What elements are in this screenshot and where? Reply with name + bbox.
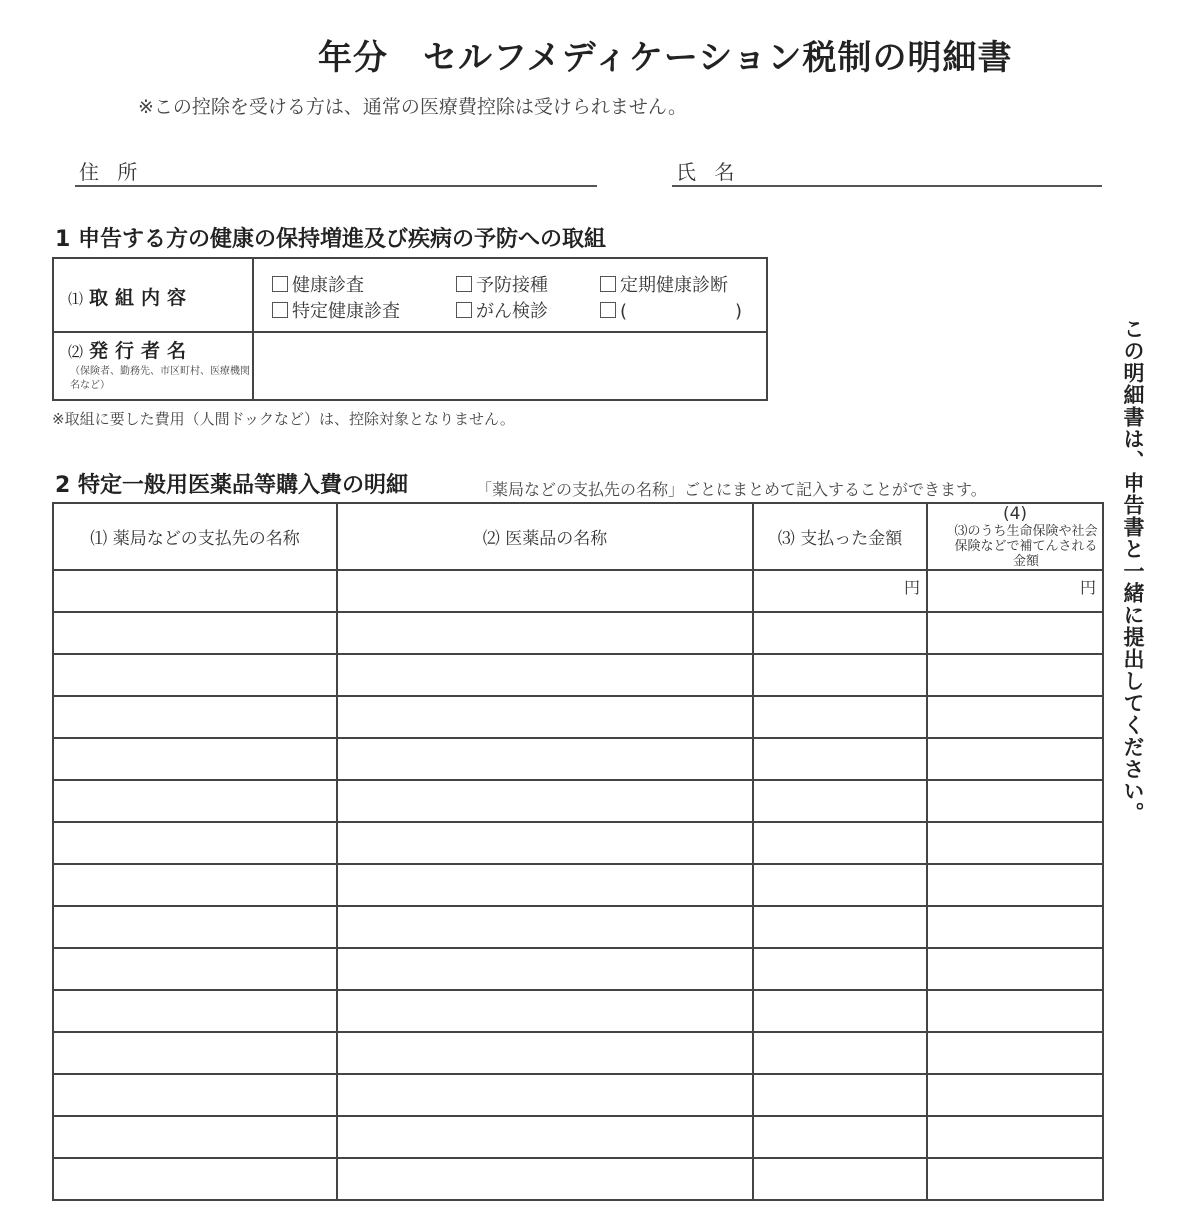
- medicine-cell[interactable]: [337, 780, 753, 822]
- amount-paid-cell[interactable]: [753, 612, 927, 654]
- reimbursed-cell[interactable]: [927, 948, 1103, 990]
- medicine-cell[interactable]: [337, 906, 753, 948]
- header-reimbursed-num: (4): [1002, 504, 1028, 524]
- table-row: [53, 864, 1103, 906]
- payee-cell[interactable]: [53, 780, 337, 822]
- reimbursed-cell[interactable]: [927, 780, 1103, 822]
- table-row: [53, 780, 1103, 822]
- table-row: [53, 948, 1103, 990]
- initiative-content-label: ⑴ 取組内容: [68, 287, 194, 309]
- amount-paid-cell[interactable]: [753, 822, 927, 864]
- amount-paid-cell[interactable]: [753, 948, 927, 990]
- payee-cell[interactable]: [53, 822, 337, 864]
- header-amount-paid: ⑶ 支払った金額: [753, 503, 927, 570]
- reimbursed-cell[interactable]: [927, 654, 1103, 696]
- section1-title: 1 申告する方の健康の保持増進及び疾病の予防への取組: [55, 227, 606, 252]
- amount-paid-cell[interactable]: [753, 570, 927, 612]
- table-row: [53, 990, 1103, 1032]
- address-label: 住 所: [79, 160, 144, 184]
- medicine-cell[interactable]: [337, 738, 753, 780]
- medicine-cell[interactable]: [337, 696, 753, 738]
- amount-paid-cell[interactable]: [753, 738, 927, 780]
- form-title: 年分 セルフメディケーション税制の明細書: [318, 38, 1013, 78]
- payee-cell[interactable]: [53, 864, 337, 906]
- checkbox-icon[interactable]: [272, 302, 288, 318]
- header-payee: ⑴ 薬局などの支払先の名称: [53, 503, 337, 570]
- reimbursed-cell[interactable]: [927, 1116, 1103, 1158]
- reimbursed-cell[interactable]: [927, 696, 1103, 738]
- section2-title: 2 特定一般用医薬品等購入費の明細: [55, 473, 408, 498]
- table-row: [53, 612, 1103, 654]
- checkbox-icon[interactable]: [600, 276, 616, 292]
- checkbox-icon[interactable]: [456, 302, 472, 318]
- name-label: 氏 名: [676, 160, 741, 184]
- issuer-sublabel: （保険者、勤務先、市区町村、医療機関名など）: [70, 366, 250, 391]
- medicine-cell[interactable]: [337, 948, 753, 990]
- reimbursed-cell[interactable]: [927, 612, 1103, 654]
- medicine-cell[interactable]: [337, 1116, 753, 1158]
- reimbursed-cell[interactable]: [927, 1032, 1103, 1074]
- vertical-note: この明細書は、申告書と一緒に提出してください。: [1121, 318, 1145, 824]
- reimbursed-cell[interactable]: [927, 1158, 1103, 1200]
- reimbursed-cell[interactable]: [927, 570, 1103, 612]
- address-field[interactable]: [75, 154, 597, 187]
- name-field[interactable]: [672, 154, 1102, 187]
- payee-cell[interactable]: [53, 570, 337, 612]
- payee-cell[interactable]: [53, 612, 337, 654]
- reimbursed-cell[interactable]: [927, 1074, 1103, 1116]
- amount-paid-cell[interactable]: [753, 780, 927, 822]
- reimbursed-cell[interactable]: [927, 822, 1103, 864]
- amount-paid-cell[interactable]: [753, 864, 927, 906]
- table-row: [53, 1032, 1103, 1074]
- table-row: [53, 1074, 1103, 1116]
- issuer-name-label: ⑵ 発行者名: [68, 340, 194, 362]
- amount-paid-cell[interactable]: [753, 906, 927, 948]
- payee-cell[interactable]: [53, 948, 337, 990]
- medicine-cell[interactable]: [337, 654, 753, 696]
- purchase-table: [52, 502, 1104, 1201]
- reimbursed-cell[interactable]: [927, 864, 1103, 906]
- table-row: [53, 906, 1103, 948]
- medicine-cell[interactable]: [337, 1158, 753, 1200]
- amount-paid-cell[interactable]: [753, 1116, 927, 1158]
- header-medicine: ⑵ 医薬品の名称: [337, 503, 753, 570]
- yen-unit: 円: [903, 578, 920, 597]
- section1-footnote: ※取組に要した費用（人間ドックなど）は、控除対象となりません。: [52, 410, 515, 428]
- checkbox-icon[interactable]: [272, 276, 288, 292]
- payee-cell[interactable]: [53, 1032, 337, 1074]
- row-divider: [54, 331, 766, 333]
- checkbox-cancer-screening[interactable]: がん検診: [456, 297, 548, 323]
- reimbursed-cell[interactable]: [927, 906, 1103, 948]
- table-row: [53, 1116, 1103, 1158]
- medicine-cell[interactable]: [337, 1074, 753, 1116]
- amount-paid-cell[interactable]: [753, 1032, 927, 1074]
- medicine-cell[interactable]: [337, 990, 753, 1032]
- reimbursed-cell[interactable]: [927, 990, 1103, 1032]
- checkbox-icon[interactable]: [456, 276, 472, 292]
- medicine-cell[interactable]: [337, 822, 753, 864]
- section2-note: 「薬局などの支払先の名称」ごとにまとめて記入することができます。: [476, 480, 987, 499]
- payee-cell[interactable]: [53, 738, 337, 780]
- reimbursed-cell[interactable]: [927, 738, 1103, 780]
- table-row: [53, 738, 1103, 780]
- checkbox-other[interactable]: ( ): [600, 297, 742, 323]
- column-divider: [252, 259, 254, 399]
- payee-cell[interactable]: [53, 990, 337, 1032]
- checkbox-icon[interactable]: [600, 302, 616, 318]
- medicine-cell[interactable]: [337, 1032, 753, 1074]
- payee-cell[interactable]: [53, 1074, 337, 1116]
- yen-unit: 円: [1079, 578, 1096, 597]
- amount-paid-cell[interactable]: [753, 654, 927, 696]
- payee-cell[interactable]: [53, 906, 337, 948]
- table-row: [53, 1158, 1103, 1200]
- payee-cell[interactable]: [53, 654, 337, 696]
- checkbox-regular-checkup[interactable]: 定期健康診断: [600, 271, 728, 297]
- medicine-cell[interactable]: [337, 570, 753, 612]
- payee-cell[interactable]: [53, 696, 337, 738]
- checkbox-specific-checkup[interactable]: 特定健康診査: [272, 297, 400, 323]
- medicine-cell[interactable]: [337, 612, 753, 654]
- amount-paid-cell[interactable]: [753, 990, 927, 1032]
- medicine-cell[interactable]: [337, 864, 753, 906]
- amount-paid-cell[interactable]: [753, 1158, 927, 1200]
- table-row: [53, 696, 1103, 738]
- amount-paid-cell[interactable]: [753, 696, 927, 738]
- amount-paid-cell[interactable]: [753, 1074, 927, 1116]
- checkbox-health-checkup[interactable]: 健康診査: [272, 271, 364, 297]
- initiative-box: [52, 257, 768, 401]
- header-reimbursed: [927, 503, 1103, 570]
- header-reimbursed-label: ⑶のうち生命保険や社会保険などで補てんされる金額: [954, 524, 1098, 569]
- payee-cell[interactable]: [53, 1158, 337, 1200]
- form-notice: ※この控除を受ける方は、通常の医療費控除は受けられません。: [138, 96, 688, 118]
- table-body: [53, 570, 1103, 1200]
- table-row: [53, 822, 1103, 864]
- table-row: [53, 654, 1103, 696]
- payee-cell[interactable]: [53, 1116, 337, 1158]
- checkbox-vaccination[interactable]: 予防接種: [456, 271, 548, 297]
- table-row: [53, 570, 1103, 612]
